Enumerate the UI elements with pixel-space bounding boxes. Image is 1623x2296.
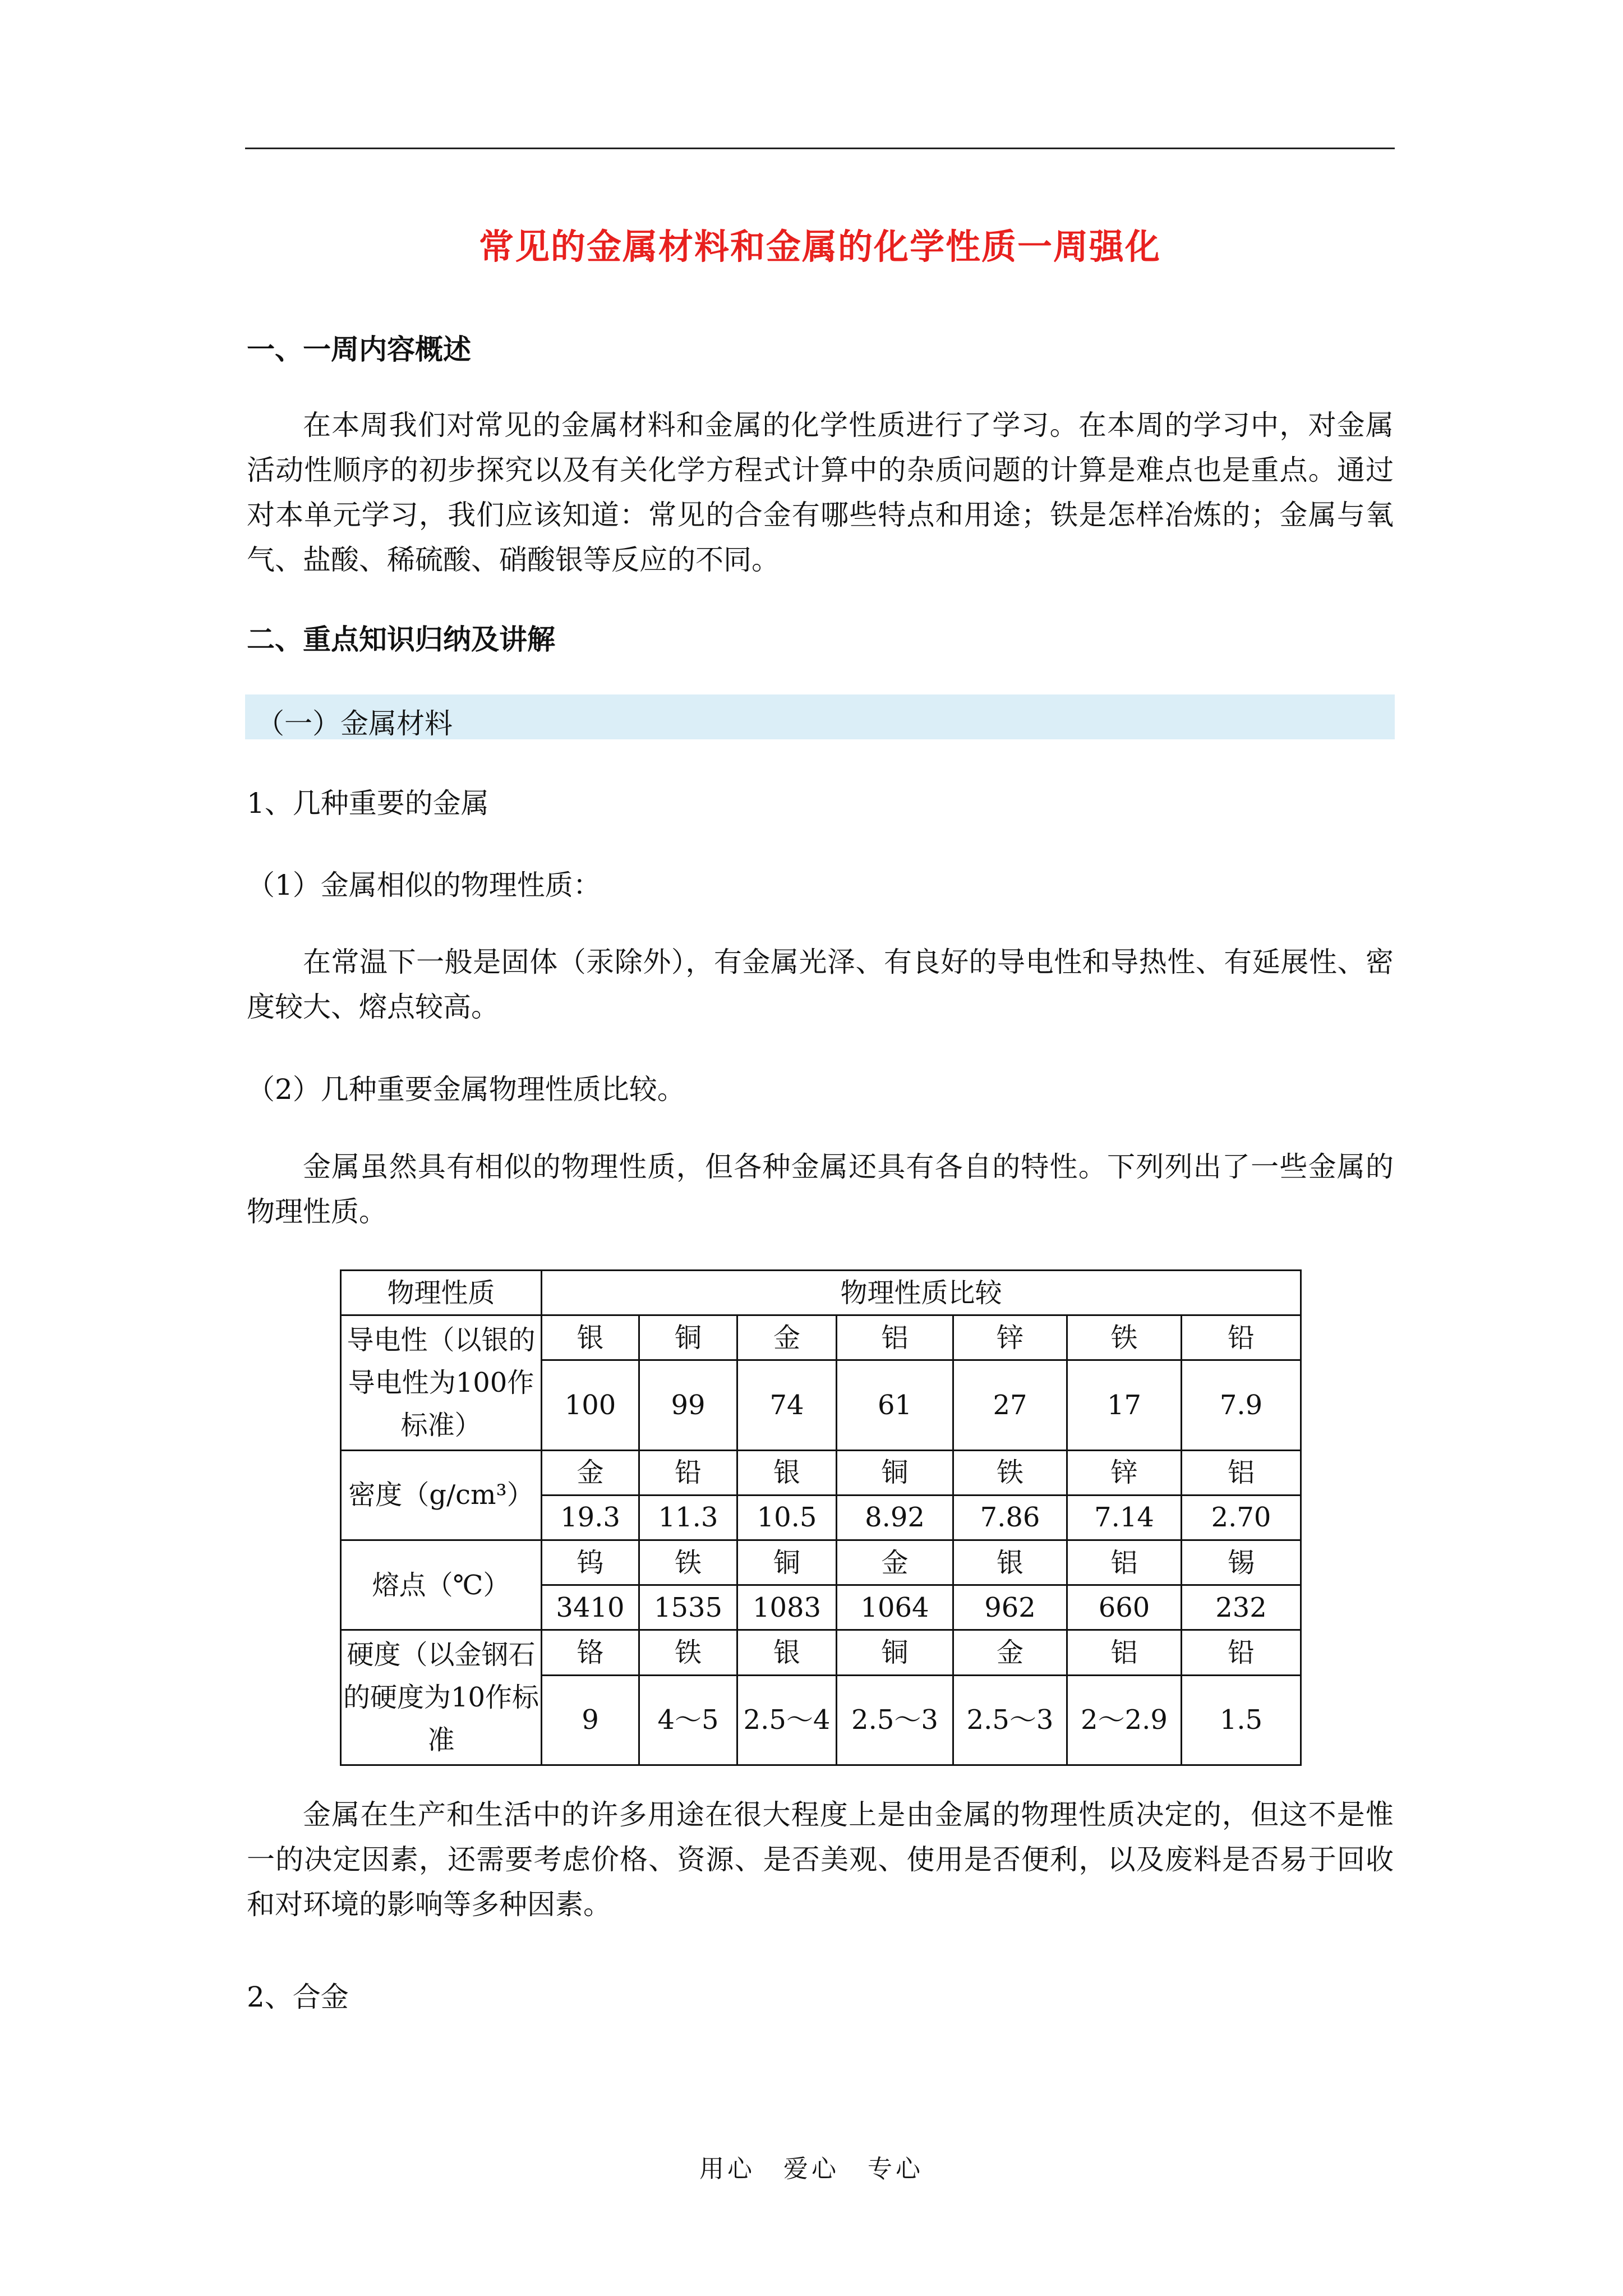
overview-paragraph: 在本周我们对常见的金属材料和金属的化学性质进行了学习。在本周的学习中，对金属活动性顺序的初步探究以及有关化学方程式计算中的杂质问题的计算是难点也是重点。通过对本单元学习，我们应该知道：常见的合金有哪些特点和用途；铁是怎样冶炼的；金属与氧气、盐酸、稀硫酸、硝酸银等反应的不同。	[247, 409, 1394, 576]
table-cell: 232	[1182, 1585, 1301, 1630]
table-cell: 银	[953, 1540, 1067, 1585]
table-cell: 铝	[1182, 1450, 1301, 1495]
row-label-hardness: 硬度（以金钢石的硬度为10作标准	[341, 1630, 542, 1765]
table-cell: 8.92	[837, 1495, 953, 1540]
table-cell: 3410	[542, 1585, 639, 1630]
table-header-comparison: 物理性质比较	[542, 1271, 1301, 1315]
table-cell: 100	[542, 1360, 639, 1450]
table-cell: 660	[1067, 1585, 1182, 1630]
table-cell: 银	[737, 1630, 837, 1675]
table-cell: 19.3	[542, 1495, 639, 1540]
table-cell: 1.5	[1182, 1675, 1301, 1765]
table-cell: 4～5	[639, 1675, 737, 1765]
subsection-band	[245, 694, 1395, 739]
table-cell: 铅	[1182, 1630, 1301, 1675]
table-cell: 9	[542, 1675, 639, 1765]
item-heading-metals: 1、几种重要的金属	[247, 787, 489, 820]
document-title: 常见的金属材料和金属的化学性质一周强化	[478, 226, 1161, 267]
table-cell: 99	[639, 1360, 737, 1450]
comparison-paragraph: 金属虽然具有相似的物理性质，但各种金属还具有各自的特性。下列列出了一些金属的物理性质。	[247, 1151, 1394, 1228]
table-cell: 1535	[639, 1585, 737, 1630]
table-cell: 铜	[837, 1630, 953, 1675]
table-cell: 金	[953, 1630, 1067, 1675]
table-cell: 锡	[1182, 1540, 1301, 1585]
table-header-property: 物理性质	[341, 1271, 542, 1315]
row-label-conductivity: 导电性（以银的导电性为100作标准）	[341, 1315, 542, 1451]
similar-properties-paragraph: 在常温下一般是固体（汞除外），有金属光泽、有良好的导电性和导热性、有延展性、密度较大、熔点较高。	[247, 946, 1394, 1023]
table-cell: 27	[953, 1360, 1067, 1450]
table-cell: 银	[542, 1315, 639, 1360]
table-cell: 11.3	[639, 1495, 737, 1540]
page-footer: 用心 爱心 专心	[699, 2155, 924, 2183]
table-cell: 锌	[1067, 1450, 1182, 1495]
table-cell: 2.70	[1182, 1495, 1301, 1540]
sub-heading-similar-properties: （1）金属相似的物理性质：	[247, 869, 601, 901]
table-cell: 铝	[1067, 1630, 1182, 1675]
table-cell: 962	[953, 1585, 1067, 1630]
table-cell: 银	[737, 1450, 837, 1495]
table-cell: 2.5～3	[953, 1675, 1067, 1765]
table-cell: 铅	[639, 1450, 737, 1495]
table-cell: 铝	[1067, 1540, 1182, 1585]
table-cell: 铜	[639, 1315, 737, 1360]
table-cell: 钨	[542, 1540, 639, 1585]
table-cell: 铅	[1182, 1315, 1301, 1360]
table-cell: 铁	[639, 1630, 737, 1675]
row-label-density: 密度（g/cm³）	[341, 1450, 542, 1540]
table-cell: 74	[737, 1360, 837, 1450]
table-cell: 7.14	[1067, 1495, 1182, 1540]
item-heading-alloys: 2、合金	[247, 1981, 349, 2013]
table-cell: 金	[542, 1450, 639, 1495]
table-cell: 10.5	[737, 1495, 837, 1540]
table-cell: 金	[737, 1315, 837, 1360]
section-heading-key-points: 二、重点知识归纳及讲解	[247, 623, 555, 656]
table-cell: 1064	[837, 1585, 953, 1630]
table-cell: 17	[1067, 1360, 1182, 1450]
properties-table	[340, 1269, 1302, 1766]
table-cell: 61	[837, 1360, 953, 1450]
table-cell: 7.9	[1182, 1360, 1301, 1450]
table-cell: 锌	[953, 1315, 1067, 1360]
table-cell: 1083	[737, 1585, 837, 1630]
table-cell: 铜	[737, 1540, 837, 1585]
table-cell: 铁	[953, 1450, 1067, 1495]
table-cell: 金	[837, 1540, 953, 1585]
subsection-band-label: （一）金属材料	[256, 707, 453, 740]
table-cell: 2～2.9	[1067, 1675, 1182, 1765]
table-cell: 2.5～4	[737, 1675, 837, 1765]
table-cell: 铝	[837, 1315, 953, 1360]
table-cell: 2.5～3	[837, 1675, 953, 1765]
sub-heading-comparison: （2）几种重要金属物理性质比较。	[247, 1073, 685, 1106]
table-cell: 铁	[639, 1540, 737, 1585]
table-cell: 铬	[542, 1630, 639, 1675]
table-cell: 铁	[1067, 1315, 1182, 1360]
uses-paragraph: 金属在生产和生活中的许多用途在很大程度上是由金属的物理性质决定的，但这不是惟一的决定因素，还需要考虑价格、资源、是否美观、使用是否便利，以及废料是否易于回收和对环境的影响等多种因素。	[247, 1798, 1394, 1921]
table-cell: 铜	[837, 1450, 953, 1495]
header-rule	[245, 148, 1395, 149]
section-heading-overview: 一、一周内容概述	[247, 333, 471, 366]
table-cell: 7.86	[953, 1495, 1067, 1540]
row-label-melting-point: 熔点（℃）	[341, 1540, 542, 1630]
